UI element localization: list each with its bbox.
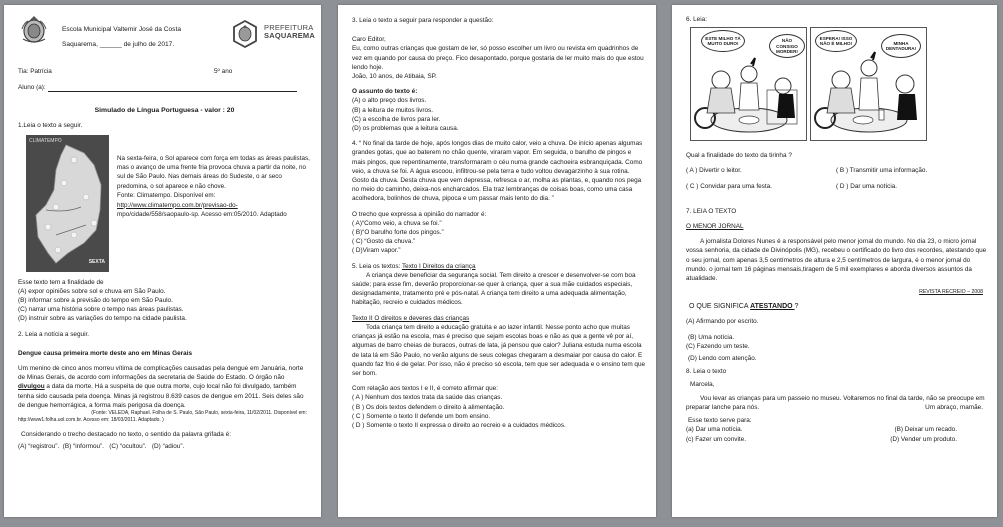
q3-option-b[interactable]: (B) a leitura de muitos livros. xyxy=(352,106,433,114)
q7-question-before: O QUE SIGNIFICA xyxy=(689,303,751,311)
school-name: Escola Municipal Valtemir José da Costa xyxy=(62,26,181,33)
q1-prompt: 1.Leia o texto a seguir. xyxy=(18,122,83,130)
q1-option-a[interactable]: (A) expor opiniões sobre sol e chuva em São Paulo. xyxy=(18,287,166,295)
q2-text-after: a data da morte. Há a suspeita de que outra morte, cujo local não foi divulgado, também tenha sido causada pela doença. Minas já registrou 8.639 casos de dengue em 2011. Seis deles são de dengue hemorrágica, a forma mais perigosa da doença. xyxy=(18,383,304,409)
q8-option-a[interactable]: (a) Dar uma notícia. xyxy=(686,426,743,434)
q2-text-before: Um menino de cinco anos morreu vítima de complicações causadas pela dengue em Januária, norte de Minas Gerais, de acordo com informações da secretaria de Saúde do Estado. O órgão não xyxy=(18,365,304,382)
q1-source-link[interactable]: http://www.climatempo.com.br/previsao-do- xyxy=(117,201,238,209)
map-brand-label: CLIMATEMPO xyxy=(29,137,62,144)
q7-question-word: ATESTANDO xyxy=(750,303,795,311)
q5-text1: A criança deve beneficiar da segurança social. Tem direito a crescer e desenvolver-se com boa saúde; para esse fim, deverão proporcionar-se quer à criança, quer a sua mãe cuidados especiais, designadamente, tratamento pré e pós-natal. A criança tem direito a uma adequada alimentação, habitação, recreio e cuidados médicos. xyxy=(352,271,636,307)
q7-text-before: A jornalista Dolores Nunes é a responsável pelo menor jornal do mundo. No dia 23, o micro jornal vossa senhoria, da cidade de Divinópolis (MG), recebeu o certificado do livro dos recordes, xyxy=(686,238,977,255)
q7-option-d[interactable]: (D) Lendo com atenção. xyxy=(688,355,757,363)
q5-question: Com relação aos textos I e II, é correto afirmar que: xyxy=(352,385,498,393)
q8-text: Vou levar as crianças para um passeio no museu. Voltaremos no final da tarde, não se preocupe em preparar lanche para nós. xyxy=(686,394,985,411)
weather-map-image xyxy=(26,135,109,272)
q7-text xyxy=(686,237,987,283)
q2-highlighted-word: divulgou xyxy=(18,383,45,391)
school-header xyxy=(18,13,315,61)
comic-bubble-3: ESPERA! ISSO NÃO É MILHO! xyxy=(815,30,857,52)
q8-salutation: Marcela, xyxy=(690,381,715,389)
exam-title: Simulado de Língua Portuguesa - valor : 20 xyxy=(94,107,235,115)
document-page-1 xyxy=(4,5,321,517)
comic-panel-1 xyxy=(690,27,807,141)
q7-option-b[interactable]: (B) Uma notícia. xyxy=(688,333,735,341)
q6-option-c[interactable]: ( C ) Convidar para uma festa. xyxy=(686,182,772,190)
map-day-label: SEXTA xyxy=(88,259,105,266)
q6-option-b[interactable]: ( B ) Transmitir uma informação. xyxy=(836,167,928,175)
q2-option-d[interactable]: (D) “adiou”. xyxy=(151,443,185,451)
q3-option-a[interactable]: (A) o alto preço dos livros. xyxy=(352,97,427,105)
student-label: Aluno (a): xyxy=(18,84,46,91)
q6-option-a[interactable]: ( A ) Divertir o leitor. xyxy=(686,167,742,175)
q7-source: REVISTA RECREIO – 2008 xyxy=(919,289,983,296)
municipal-crest-icon xyxy=(20,15,48,45)
q2-news-text xyxy=(18,364,311,410)
q4-option-c[interactable]: ( C) “Gosto da chuva.” xyxy=(352,238,416,246)
q3-option-c[interactable]: (C) a escolha de livros para ler. xyxy=(352,115,441,123)
q3-salutation: Caro Editor, xyxy=(352,36,386,44)
q3-prompt: 3. Leia o texto a seguir para responder a questão: xyxy=(352,17,494,24)
q7-text-after: que o seu jornal, com apenas 3,5 centímetros de altura e 2,5 centímetros de largura, é o menor jornal do mundo. o jornal tem 16 páginas mensais,tiragem de 5 mil exemplares e aborda diversos assuntos da atualidade. xyxy=(686,247,987,283)
q8-option-d[interactable]: (D) Vender um produto. xyxy=(890,435,957,443)
q6-question: Qual a finalidade do texto da tirinha ? xyxy=(686,152,792,160)
q8-option-c[interactable]: (c) Fazer um convite. xyxy=(686,435,747,443)
q6-option-d[interactable]: ( D ) Dar uma notícia. xyxy=(836,182,898,190)
comic-strip xyxy=(690,27,987,141)
q7-option-c[interactable]: (C) Fazendo um teste. xyxy=(686,342,750,350)
q5-option-c[interactable]: ( C ) Somente o texto II defende um bom ensino. xyxy=(352,412,491,420)
q5-option-d[interactable]: ( D ) Somente o texto II expressa o direito ao recreio e a cuidados médicos. xyxy=(352,421,566,429)
teacher-name: Tia: Patrícia xyxy=(18,68,52,75)
q7-prompt: 7. LEIA O TEXTO xyxy=(686,207,737,215)
q7-question xyxy=(686,302,987,311)
q2-question: Considerando o trecho destacado no texto, o sentido da palavra grifada é: xyxy=(21,431,231,439)
q1-question: Esse texto tem a finalidade de xyxy=(18,278,104,286)
q2-option-a[interactable]: (A) “registrou”. xyxy=(18,443,60,451)
q5-text1-title: Texto I Direitos da criança xyxy=(401,262,476,270)
comic-bubble-4: MINHA DENTADURA! xyxy=(881,34,921,58)
prefeitura-logo-text xyxy=(264,24,315,40)
q8-prompt: 8. Leia o texto xyxy=(686,368,727,376)
q5-text2: Toda criança tem direito a educação gratuita e ao lazer infantil. Nesse ponto acho que muitas crianças já estão na escola, mas é preciso que sejam escolas boas e não as que a gente vê por aí, algumas de barro cheias de buracos, outras de lata, já pensou que calor? Juliana estuda numa escola de lata lá em São Paulo, no verão alguns de seus colegas chegaram a desmaiar por causa do calor. E quando faz frio é de gelar. Por isso, não é preciso só escola, tem que ser adequada e o ensino tem que ser bom. xyxy=(352,323,646,377)
q7-option-a[interactable]: (A) Afirmando por escrito. xyxy=(686,318,759,326)
q7-question-after: ? xyxy=(794,303,799,311)
grade-label: 5º ano xyxy=(214,68,233,75)
q2-source-line1: (Fonte: VELEDA, Raphael. Folha de S. Paulo, São Paulo, sexta-feira, 11/02/2011. Disponível em: xyxy=(91,410,307,417)
comic-bubble-2: NÃO CONSIGO MORDER! xyxy=(769,34,805,58)
q1-option-b[interactable]: (B) informar sobre a previsão do tempo em São Paulo. xyxy=(18,297,173,305)
city-date: Saquarema, ______ de julho de 2017. xyxy=(62,41,175,48)
q8-option-b[interactable]: (B) Deixar um recado. xyxy=(894,426,957,434)
q5-option-a[interactable]: ( A ) Nenhum dos textos trata da saúde das crianças. xyxy=(352,394,503,402)
q2-source-line2: http://www1.folha.uol.com.br. Acesso em: 18/03/2011. Adaptado. ) xyxy=(18,417,164,424)
q2-option-c[interactable]: (C) “ocultou”. xyxy=(109,443,147,451)
q1-source-link-rest: mpo/cidade/558/saopaulo-sp. Acesso em:05/2010. Adaptado xyxy=(117,211,287,219)
q7-highlighted-word: atestando xyxy=(945,247,974,255)
q4-text: 4. “ No final da tarde de hoje, após longos dias de muito calor, veio a chuva. De início apenas algumas grandes gotas, que ao baterem no chão quente, viraram vapor. Em seguida, o barulho de pingos e mais pingos, que repentinamente, transformaram o céu numa grande cachoeira esbranquiçada. Como veio, a chuva se foi. A água escoou, infiltrou-se pela terra e tudo voltou devagarzinho à sua rotina. Gosto da chuva. Desta chuva que vem depressa, refresca o ar, molha as plantas, e, quando nos pega no meio do caminho, deixa-nos encharcados. Ela traz lembranças de coisas boas, como uma casa acolhedora, bolinhos de chuva, pipoca e um passar mais lento do dia. ” xyxy=(352,140,643,203)
q1-option-d[interactable]: (D) instruir sobre as variações do tempo na cidade paulista. xyxy=(18,315,187,323)
q4-option-a[interactable]: ( A)“Como veio, a chuva se foi.” xyxy=(352,219,442,227)
q7-title: O MENOR JORNAL xyxy=(686,223,744,231)
document-page-3 xyxy=(672,5,997,517)
q1-source: Fonte: Climatempo. Disponível em: xyxy=(117,192,216,200)
prefeitura-line2: SAQUAREMA xyxy=(264,31,315,40)
prefeitura-line1: PREFEITURA xyxy=(264,23,314,32)
q5-prompt: 5. Leia os textos: xyxy=(352,262,402,270)
q4-option-b[interactable]: ( B)“O barulho forte dos pingos.” xyxy=(352,229,444,237)
comic-panel-2 xyxy=(810,27,927,141)
prefeitura-logo-icon xyxy=(230,19,260,49)
q1-option-c[interactable]: (C) narrar uma história sobre o tempo nas áreas paulistas. xyxy=(18,306,184,314)
q2-headline: Dengue causa primeira morte deste ano em Minas Gerais xyxy=(18,349,193,357)
q2-prompt: 2. Leia a notícia a seguir. xyxy=(18,330,90,338)
q6-prompt: 6. Leia: xyxy=(686,16,707,23)
q1-text: Na sexta-feira, o Sol aparece com força em todas as áreas paulistas, mas o avanço de uma frente fria provoca chuva a partir da noite, no sul de São Paulo. Nas demais áreas do Sudeste, o ar seco predomina, o sol aparece e não chove. xyxy=(117,154,310,190)
q8-closing: Um abraço, mamãe. xyxy=(925,404,983,412)
comic-bubble-1: ESTE MILHO TÁ MUITO DURO! xyxy=(701,30,745,52)
q3-letter: Eu, como outras crianças que gostam de ler, só posso escolher um livro ou revista em quadrinhos de vez em quando por causa do preço. Fico desapontado, porque gostaria de ler muito mais do que estou lendo hoje. xyxy=(352,45,644,71)
q5-option-b[interactable]: ( B ) Os dois textos defendem o direito à alimentação. xyxy=(352,403,505,411)
q3-option-d[interactable]: (D) os problemas que a leitura causa. xyxy=(352,125,459,133)
q8-question: Esse texto serve para: xyxy=(688,417,752,425)
q2-option-b[interactable]: (B) “informou”. xyxy=(62,443,104,451)
q4-option-d[interactable]: ( D)Viram vapor.” xyxy=(352,247,401,255)
q5-text2-title: Texto II O direitos e deveres das crianças xyxy=(352,314,470,322)
q4-question: O trecho que expressa a opinião do narrador é: xyxy=(352,210,487,218)
student-name-field[interactable] xyxy=(48,85,297,92)
q3-question: O assunto do texto é: xyxy=(352,88,418,96)
document-page-2 xyxy=(338,5,656,517)
q3-signature: João, 10 anos, de Atibaia, SP. xyxy=(352,73,437,81)
